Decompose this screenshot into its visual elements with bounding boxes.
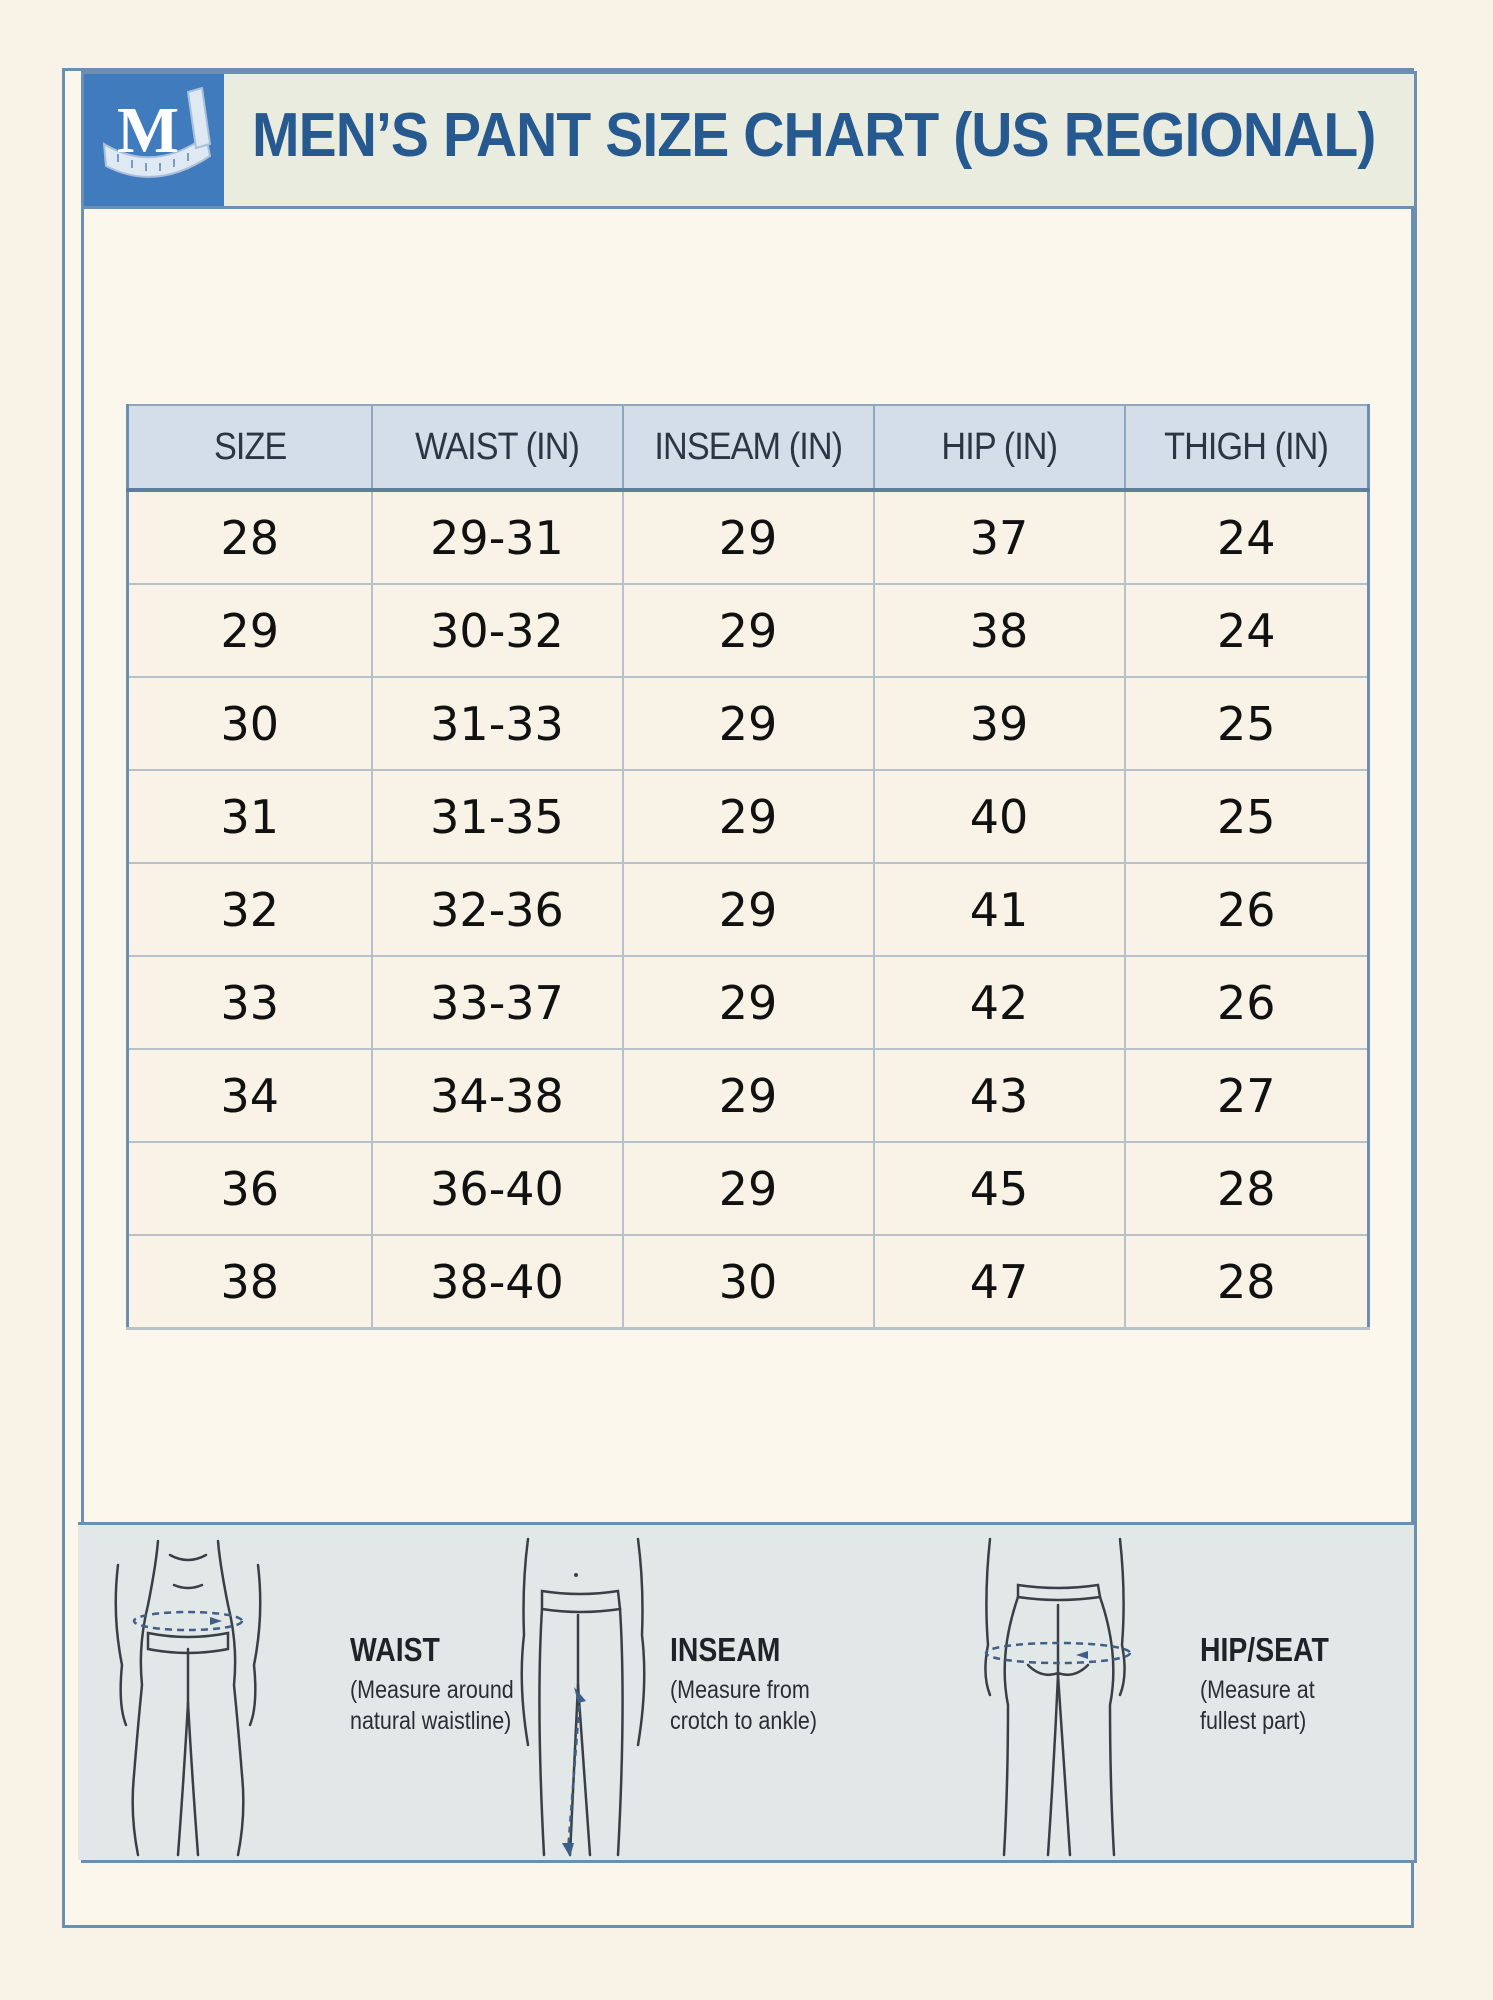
svg-text:M: M bbox=[116, 94, 180, 167]
cell-size: 30 bbox=[128, 677, 372, 770]
cell-hip: 37 bbox=[874, 490, 1125, 584]
column-header-thigh: THIGH (IN) bbox=[1125, 405, 1369, 490]
cell-size: 29 bbox=[128, 584, 372, 677]
cell-size: 31 bbox=[128, 770, 372, 863]
measurement-guide bbox=[78, 1522, 1414, 1860]
cell-hip: 40 bbox=[874, 770, 1125, 863]
cell-thigh: 28 bbox=[1125, 1142, 1369, 1235]
cell-waist: 32-36 bbox=[372, 863, 623, 956]
size-table bbox=[126, 404, 1370, 1330]
cell-size: 32 bbox=[128, 863, 372, 956]
cell-thigh: 25 bbox=[1125, 770, 1369, 863]
table-header-row bbox=[128, 405, 1369, 490]
column-header-waist: WAIST (IN) bbox=[372, 405, 623, 490]
cell-waist: 36-40 bbox=[372, 1142, 623, 1235]
cell-size: 28 bbox=[128, 490, 372, 584]
table-row bbox=[128, 770, 1369, 863]
column-header-size: SIZE bbox=[128, 405, 372, 490]
cell-inseam: 30 bbox=[623, 1235, 874, 1329]
cell-thigh: 26 bbox=[1125, 863, 1369, 956]
table-row bbox=[128, 1049, 1369, 1142]
cell-size: 38 bbox=[128, 1235, 372, 1329]
guide-waist-desc-line1: (Measure around bbox=[350, 1676, 514, 1704]
cell-waist: 33-37 bbox=[372, 956, 623, 1049]
table-row bbox=[128, 956, 1369, 1049]
cell-hip: 42 bbox=[874, 956, 1125, 1049]
cell-hip: 47 bbox=[874, 1235, 1125, 1329]
guide-inseam-desc-line1: (Measure from bbox=[670, 1676, 810, 1704]
cell-hip: 45 bbox=[874, 1142, 1125, 1235]
cell-waist: 31-35 bbox=[372, 770, 623, 863]
table-row bbox=[128, 863, 1369, 956]
column-header-hip: HIP (IN) bbox=[874, 405, 1125, 490]
hip-figure-icon bbox=[978, 1525, 1178, 1863]
cell-size: 34 bbox=[128, 1049, 372, 1142]
table-row bbox=[128, 584, 1369, 677]
cell-inseam: 29 bbox=[623, 677, 874, 770]
cell-hip: 43 bbox=[874, 1049, 1125, 1142]
cell-hip: 38 bbox=[874, 584, 1125, 677]
cell-waist: 30-32 bbox=[372, 584, 623, 677]
guide-waist-desc-line2: natural waistline) bbox=[350, 1707, 512, 1735]
guide-hip-label: HIP/SEAT bbox=[1200, 1631, 1329, 1668]
guide-inseam-desc-line2: crotch to ankle) bbox=[670, 1707, 817, 1735]
waist-figure-icon bbox=[78, 1525, 278, 1863]
cell-size: 36 bbox=[128, 1142, 372, 1235]
guide-hip-desc-line2: fullest part) bbox=[1200, 1707, 1307, 1735]
guide-hip bbox=[978, 1525, 1408, 1863]
inseam-figure-icon bbox=[498, 1525, 658, 1863]
cell-waist: 29-31 bbox=[372, 490, 623, 584]
cell-size: 33 bbox=[128, 956, 372, 1049]
cell-hip: 41 bbox=[874, 863, 1125, 956]
measuring-tape-logo-icon bbox=[84, 74, 224, 206]
cell-inseam: 29 bbox=[623, 956, 874, 1049]
cell-hip: 39 bbox=[874, 677, 1125, 770]
cell-thigh: 27 bbox=[1125, 1049, 1369, 1142]
column-header-inseam: INSEAM (IN) bbox=[623, 405, 874, 490]
cell-waist: 38-40 bbox=[372, 1235, 623, 1329]
guide-waist bbox=[78, 1525, 514, 1863]
table-row bbox=[128, 490, 1369, 584]
cell-inseam: 29 bbox=[623, 584, 874, 677]
header-bar bbox=[81, 71, 1417, 209]
page-title: MEN’S PANT SIZE CHART (US REGIONAL) bbox=[252, 101, 1376, 170]
cell-thigh: 24 bbox=[1125, 584, 1369, 677]
cell-thigh: 28 bbox=[1125, 1235, 1369, 1329]
guide-hip-desc-line1: (Measure at bbox=[1200, 1676, 1315, 1704]
cell-inseam: 29 bbox=[623, 490, 874, 584]
cell-inseam: 29 bbox=[623, 1049, 874, 1142]
cell-waist: 34-38 bbox=[372, 1049, 623, 1142]
cell-inseam: 29 bbox=[623, 863, 874, 956]
table-row bbox=[128, 677, 1369, 770]
table-row bbox=[128, 1235, 1369, 1329]
cell-thigh: 24 bbox=[1125, 490, 1369, 584]
guide-waist-label: WAIST bbox=[350, 1631, 440, 1668]
cell-inseam: 29 bbox=[623, 770, 874, 863]
cell-inseam: 29 bbox=[623, 1142, 874, 1235]
cell-waist: 31-33 bbox=[372, 677, 623, 770]
table-row bbox=[128, 1142, 1369, 1235]
guide-inseam-label: INSEAM bbox=[670, 1631, 781, 1668]
cell-thigh: 25 bbox=[1125, 677, 1369, 770]
cell-thigh: 26 bbox=[1125, 956, 1369, 1049]
guide-inseam bbox=[498, 1525, 928, 1863]
